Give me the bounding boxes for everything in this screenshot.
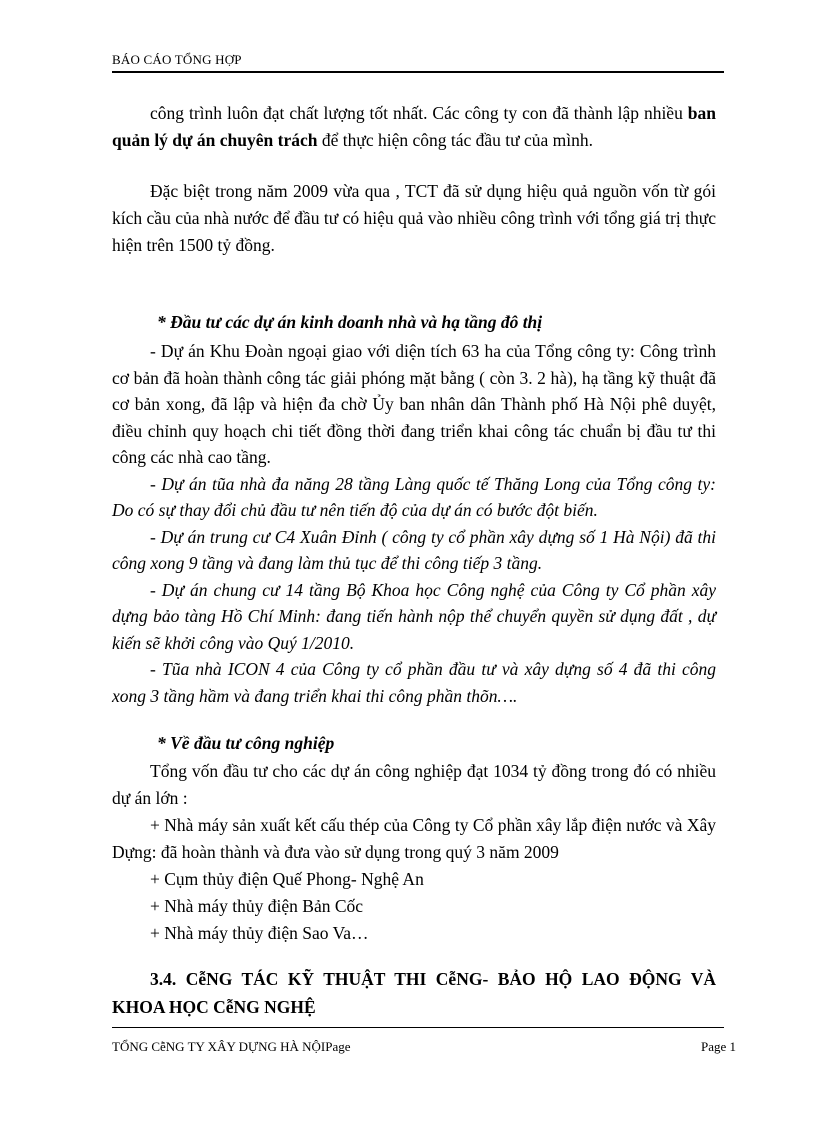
housing-project-item: - Tũa nhà ICON 4 của Công ty cổ phần đầu tư và xây dựng số 4 đã thi công xong 3 tầng hầm và đang triển khai thi công phần thõn….: [112, 659, 716, 706]
header-rule: [112, 71, 724, 73]
paragraph-2-text: Đặc biệt trong năm 2009 vừa qua , TCT đã sử dụng hiệu quả nguồn vốn từ gói kích cầu của nhà nước để đầu tư có hiệu quả vào nhiều công trình với tổng giá trị thực hiện trên 1500 tỷ đồng.: [112, 181, 716, 255]
paragraph-2: [112, 178, 716, 259]
footer-page-number: Page 1: [700, 1039, 736, 1054]
page-header: BÁO CÁO TỔNG HỢP: [112, 52, 242, 67]
industrial-item: + Nhà máy sản xuất kết cấu thép của Công ty Cổ phần xây lắp điện nước và Xây Dựng: đã hoàn thành và đưa vào sử dụng trong quý 3 năm 2009: [112, 815, 716, 862]
industrial-projects-list: [112, 758, 716, 947]
paragraph-1-text-a: công trình luôn đạt chất lượng tốt nhất. Các công ty con đã thành lập nhiều: [150, 103, 688, 123]
paragraph-1-bold-phrase: ban quản lý dự án chuyên trách: [112, 103, 716, 150]
paragraph-1-text-b: để thực hiện công tác đầu tư của mình.: [317, 130, 594, 150]
housing-project-item: - Dự án Khu Đoàn ngoại giao với diện tích 63 ha của Tổng công ty: Công trình cơ bản đã hoàn thành công tác giải phóng mặt bằng ( còn 3. 2 hà), hạ tầng kỹ thuật đã cơ bản xong, đã lập và hiện đa chờ Ủy ban nhân dân Thành phố Hà Nội phê duyệt, điều chỉnh quy hoạch chi tiết đồng thời đang triển khai công tác chuẩn bị đầu tư thi công các nhà cao tầng.: [112, 341, 716, 467]
section-title-3-4: 3.4. CễNG TÁC KỸ THUẬT THI CễNG- BẢO HỘ LAO ĐỘNG VÀ KHOA HỌC CễNG NGHỆ: [112, 969, 716, 1017]
paragraph-1: [112, 100, 716, 154]
housing-project-item: - Dự án chung cư 14 tầng Bộ Khoa học Công nghệ của Công ty Cổ phần xây dựng bảo tàng Hồ Chí Minh: đang tiến hành nộp thể chuyển quyền sử dụng đất , dự kiến sẽ khởi công vào Quý 1/2010.: [112, 579, 716, 653]
housing-projects-list: [112, 338, 716, 709]
industrial-item: + Cụm thủy điện Quế Phong- Nghệ An: [150, 869, 424, 889]
housing-project-item: - Dự án tũa nhà đa năng 28 tầng Làng quốc tế Thăng Long của Tổng công ty: Do có sự thay đổi chủ đầu tư nên tiến độ của dự án có bước đột biến.: [112, 473, 716, 520]
housing-project-item: - Dự án trung cư C4 Xuân Đỉnh ( công ty cổ phần xây dựng số 1 Hà Nội) đã thi công xong 9 tầng và đang làm thủ tục để thi công tiếp 3 tầng.: [112, 526, 716, 573]
industrial-item: + Nhà máy thủy điện Bản Cốc: [150, 896, 364, 916]
footer-rule: [112, 1027, 724, 1028]
footer-company: TỔNG CễNG TY XÂY DỰNG HÀ NỘIPage: [112, 1039, 351, 1054]
industrial-intro: Tổng vốn đầu tư cho các dự án công nghiệp đạt 1034 tỷ đồng trong đó có nhiều dự án lớn :: [112, 761, 716, 808]
heading-industrial-investment: * Về đầu tư công nghiệp: [157, 733, 335, 753]
industrial-item: + Nhà máy thủy điện Sao Va…: [150, 923, 369, 943]
heading-housing-investment: * Đầu tư các dự án kinh doanh nhà và hạ tầng đô thị: [157, 312, 543, 332]
